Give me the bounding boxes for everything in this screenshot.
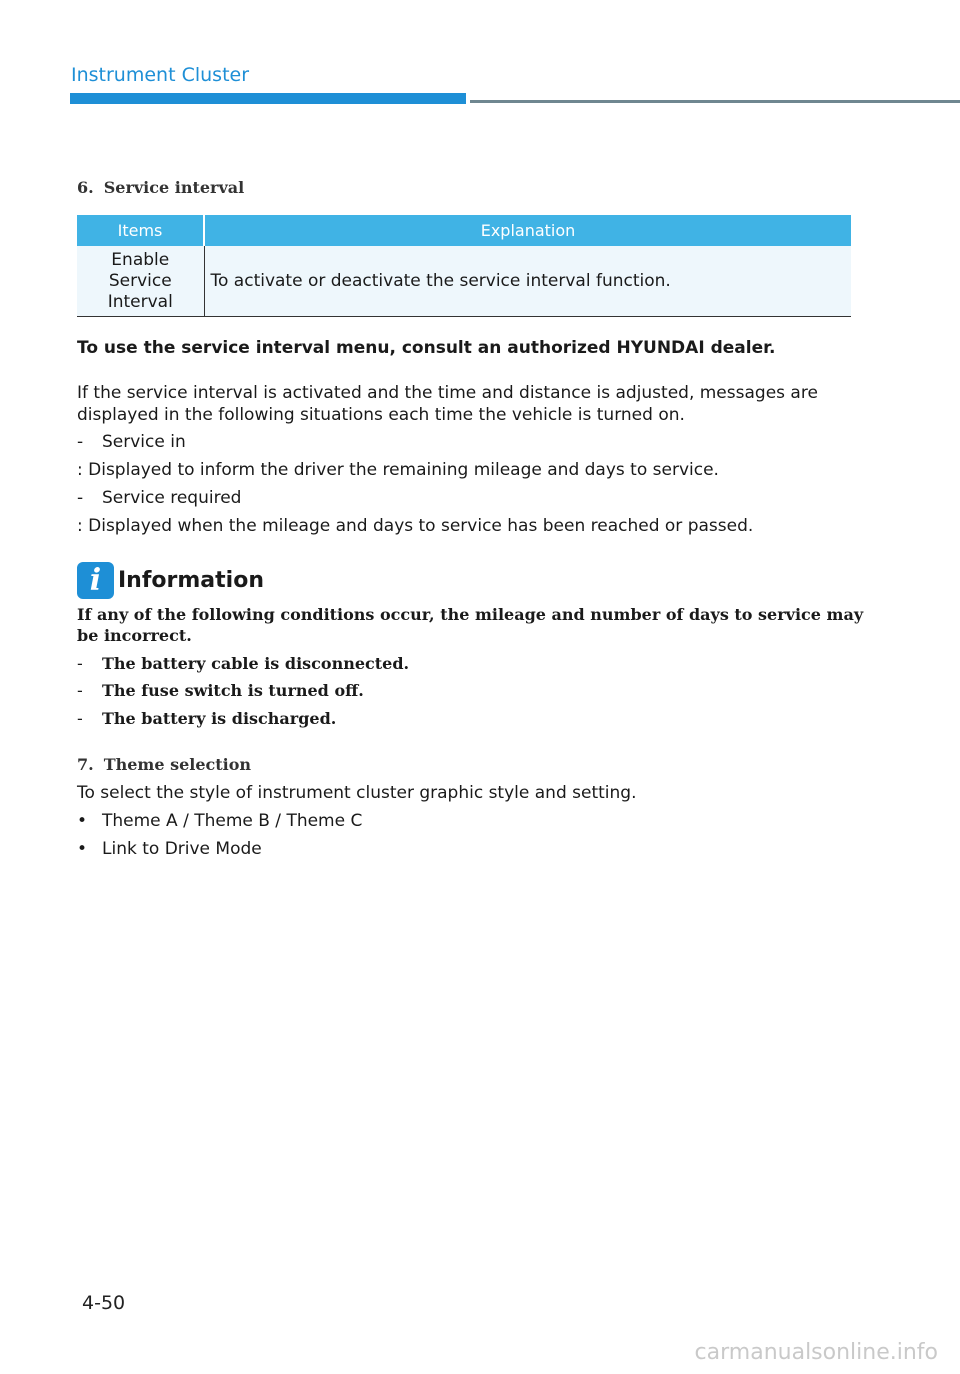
message-description-service-in: : Displayed to inform the driver the remaining mileage and days to service. [77, 460, 719, 480]
dash-mark: - [77, 432, 84, 452]
message-description-service-required: : Displayed when the mileage and days to service has been reached or passed. [77, 516, 754, 536]
bullet-mark: • [77, 811, 88, 831]
chapter-title: Instrument Cluster [71, 64, 250, 86]
item-line: Enable [111, 249, 170, 270]
list-item-text: Theme A / Theme B / Theme C [102, 811, 363, 831]
condition-item [77, 708, 867, 729]
condition-item [77, 680, 867, 701]
dash-mark: - [77, 488, 84, 508]
header-accent-bar [70, 93, 466, 104]
theme-description: To select the style of instrument cluster graphic style and setting. [77, 783, 637, 803]
info-icon: i [77, 562, 114, 599]
information-title: Information [118, 568, 264, 593]
section-number: 7. [77, 755, 94, 774]
dash-mark: - [77, 709, 83, 728]
table-header-items: Items [77, 215, 204, 246]
table-header-explanation: Explanation [204, 215, 851, 246]
message-label: Service required [102, 488, 242, 508]
intro-paragraph: If the service interval is activated and the time and distance is adjusted, messages are displayed in the following situations each time the vehicle is turned on. [77, 383, 818, 425]
service-interval-table [77, 215, 851, 317]
section-number: 6. [77, 178, 94, 197]
section-title: Service interval [103, 178, 245, 197]
list-item [77, 838, 262, 860]
bullet-mark: • [77, 839, 88, 859]
dash-mark: - [77, 654, 83, 673]
item-line: Service [108, 270, 172, 291]
condition-text: The battery is discharged. [102, 709, 337, 728]
table-row [77, 246, 851, 317]
section-heading-theme-selection [77, 755, 251, 774]
list-item [77, 810, 362, 832]
watermark: carmanualsonline.info [694, 1340, 938, 1365]
list-item-text: Link to Drive Mode [102, 839, 262, 859]
message-label-service-required [77, 487, 241, 509]
condition-text: The fuse switch is turned off. [102, 681, 364, 700]
message-label-service-in [77, 431, 186, 453]
dealer-notice: To use the service interval menu, consult an authorized HYUNDAI dealer. [77, 338, 776, 358]
section-title: Theme selection [103, 755, 252, 774]
dash-mark: - [77, 681, 83, 700]
table-header-row [77, 215, 851, 246]
message-label: Service in [102, 432, 186, 452]
page-number: 4-50 [82, 1292, 126, 1314]
condition-text: The battery cable is disconnected. [102, 654, 410, 673]
section-heading-service-interval [77, 178, 244, 197]
header-rule [470, 100, 960, 103]
table-cell-item [77, 246, 204, 317]
item-line: Interval [107, 291, 173, 312]
table-cell-explanation: To activate or deactivate the service interval function. [204, 246, 851, 317]
information-body: If any of the following conditions occur, the mileage and number of days to service may be incorrect. [77, 605, 864, 645]
condition-item [77, 653, 867, 674]
